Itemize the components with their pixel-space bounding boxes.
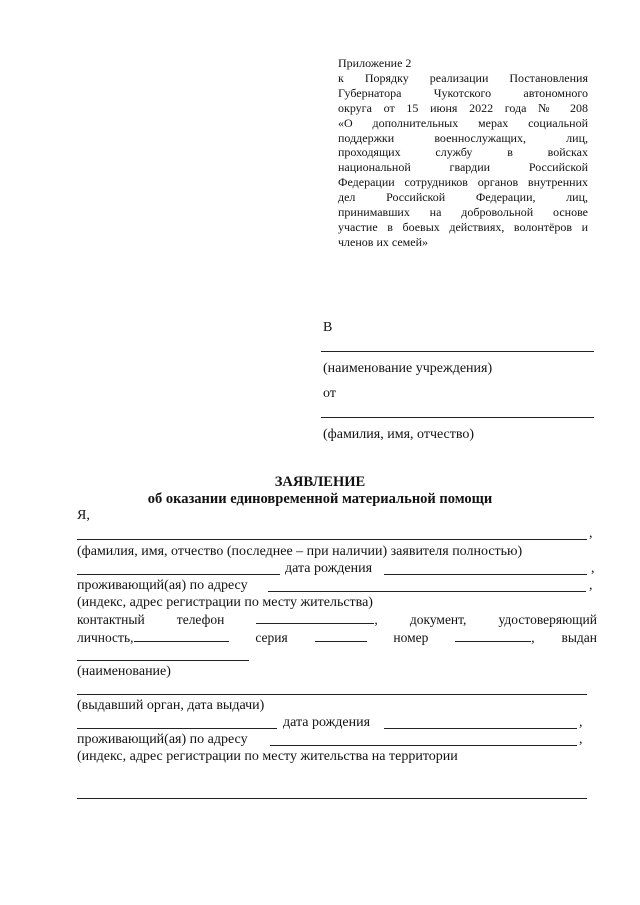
number-wrap	[455, 630, 534, 646]
line-blank[interactable]	[77, 728, 277, 729]
series-label: серия	[255, 630, 288, 645]
contact-label: контактный	[77, 612, 145, 627]
number-field[interactable]	[455, 630, 531, 642]
birth-date-field[interactable]	[384, 574, 587, 575]
name-hint: (наименование)	[77, 664, 171, 679]
issuer-field[interactable]	[77, 694, 587, 695]
comma: ,	[579, 715, 583, 730]
residing-label: проживающий(ая) по адресу	[77, 732, 248, 747]
appendix-line: поддержки военнослужащих, лиц,	[338, 130, 588, 145]
residing-label: проживающий(ая) по адресу	[77, 578, 248, 593]
appendix-line: национальной гвардии Российской	[338, 160, 588, 175]
issued-label: выдан	[561, 630, 597, 645]
comma: ,	[579, 732, 583, 747]
applicant-fullname-field[interactable]	[77, 539, 587, 540]
document-label: документ,	[409, 612, 467, 627]
phone-field[interactable]	[256, 612, 374, 624]
comma: ,	[589, 526, 593, 541]
appendix-line: Приложение 2	[338, 56, 412, 70]
comma: ,	[589, 578, 593, 593]
identity-row	[77, 630, 597, 646]
appendix-line: «О дополнительных мерах социальной	[338, 115, 588, 130]
issued-field[interactable]	[77, 660, 249, 661]
appendix-block	[338, 56, 588, 250]
certifying-label: удостоверяющий	[498, 612, 597, 627]
appendix-line: принимавших на добровольной основе	[338, 205, 588, 220]
appendix-line: округа от 15 июня 2022 года № 208	[338, 100, 588, 115]
document-subtitle: об оказании единовременной материальной помощи	[147, 491, 493, 507]
phone-label: телефон	[176, 612, 225, 627]
to-label: В	[323, 320, 333, 335]
address-field[interactable]	[268, 591, 586, 592]
appendix-line: членов их семей»	[338, 234, 428, 249]
territory-hint: (индекс, адрес регистрации по месту жительства на территории	[77, 749, 458, 764]
document-title: ЗАЯВЛЕНИЕ	[274, 474, 366, 490]
appendix-line: к Порядку реализации Постановления	[338, 70, 588, 85]
appendix-line: Федерации сотрудников органов внутренних	[338, 175, 588, 190]
appendix-line: проходящих службу в войсках	[338, 145, 588, 160]
birth-date-label: дата рождения	[285, 561, 373, 576]
comma: ,	[591, 561, 595, 576]
identity-wrap	[77, 630, 229, 646]
birth-date-field[interactable]	[384, 728, 577, 729]
number-label: номер	[393, 630, 429, 645]
line-blank[interactable]	[77, 574, 280, 575]
from-label: от	[323, 386, 336, 401]
institution-field[interactable]	[321, 351, 594, 352]
address-field[interactable]	[270, 745, 577, 746]
address-hint: (индекс, адрес регистрации по месту жительства)	[77, 595, 373, 610]
territory-field[interactable]	[77, 798, 587, 799]
phone-field-wrap	[256, 612, 377, 628]
comma: ,	[374, 612, 378, 627]
identity-label: личность,	[77, 630, 134, 645]
comma: ,	[531, 630, 535, 645]
contact-row	[77, 612, 597, 628]
birth-date-label: дата рождения	[283, 715, 371, 730]
institution-hint: (наименование учреждения)	[323, 361, 493, 376]
applicant-name-field[interactable]	[321, 417, 594, 418]
ya-label: Я,	[77, 508, 90, 523]
series-field[interactable]	[315, 630, 367, 642]
appendix-line: дел Российской Федерации, лиц,	[338, 190, 588, 205]
identity-field[interactable]	[134, 630, 229, 642]
appendix-line: Губернатора Чукотского автономного	[338, 85, 588, 100]
applicant-hint: (фамилия, имя, отчество (последнее – при наличии) заявителя полностью)	[77, 544, 523, 559]
name-hint: (фамилия, имя, отчество)	[323, 427, 475, 442]
issuer-hint: (выдавший орган, дата выдачи)	[77, 698, 265, 713]
appendix-line: участие в боевых действиях, волонтёров и	[338, 219, 588, 234]
